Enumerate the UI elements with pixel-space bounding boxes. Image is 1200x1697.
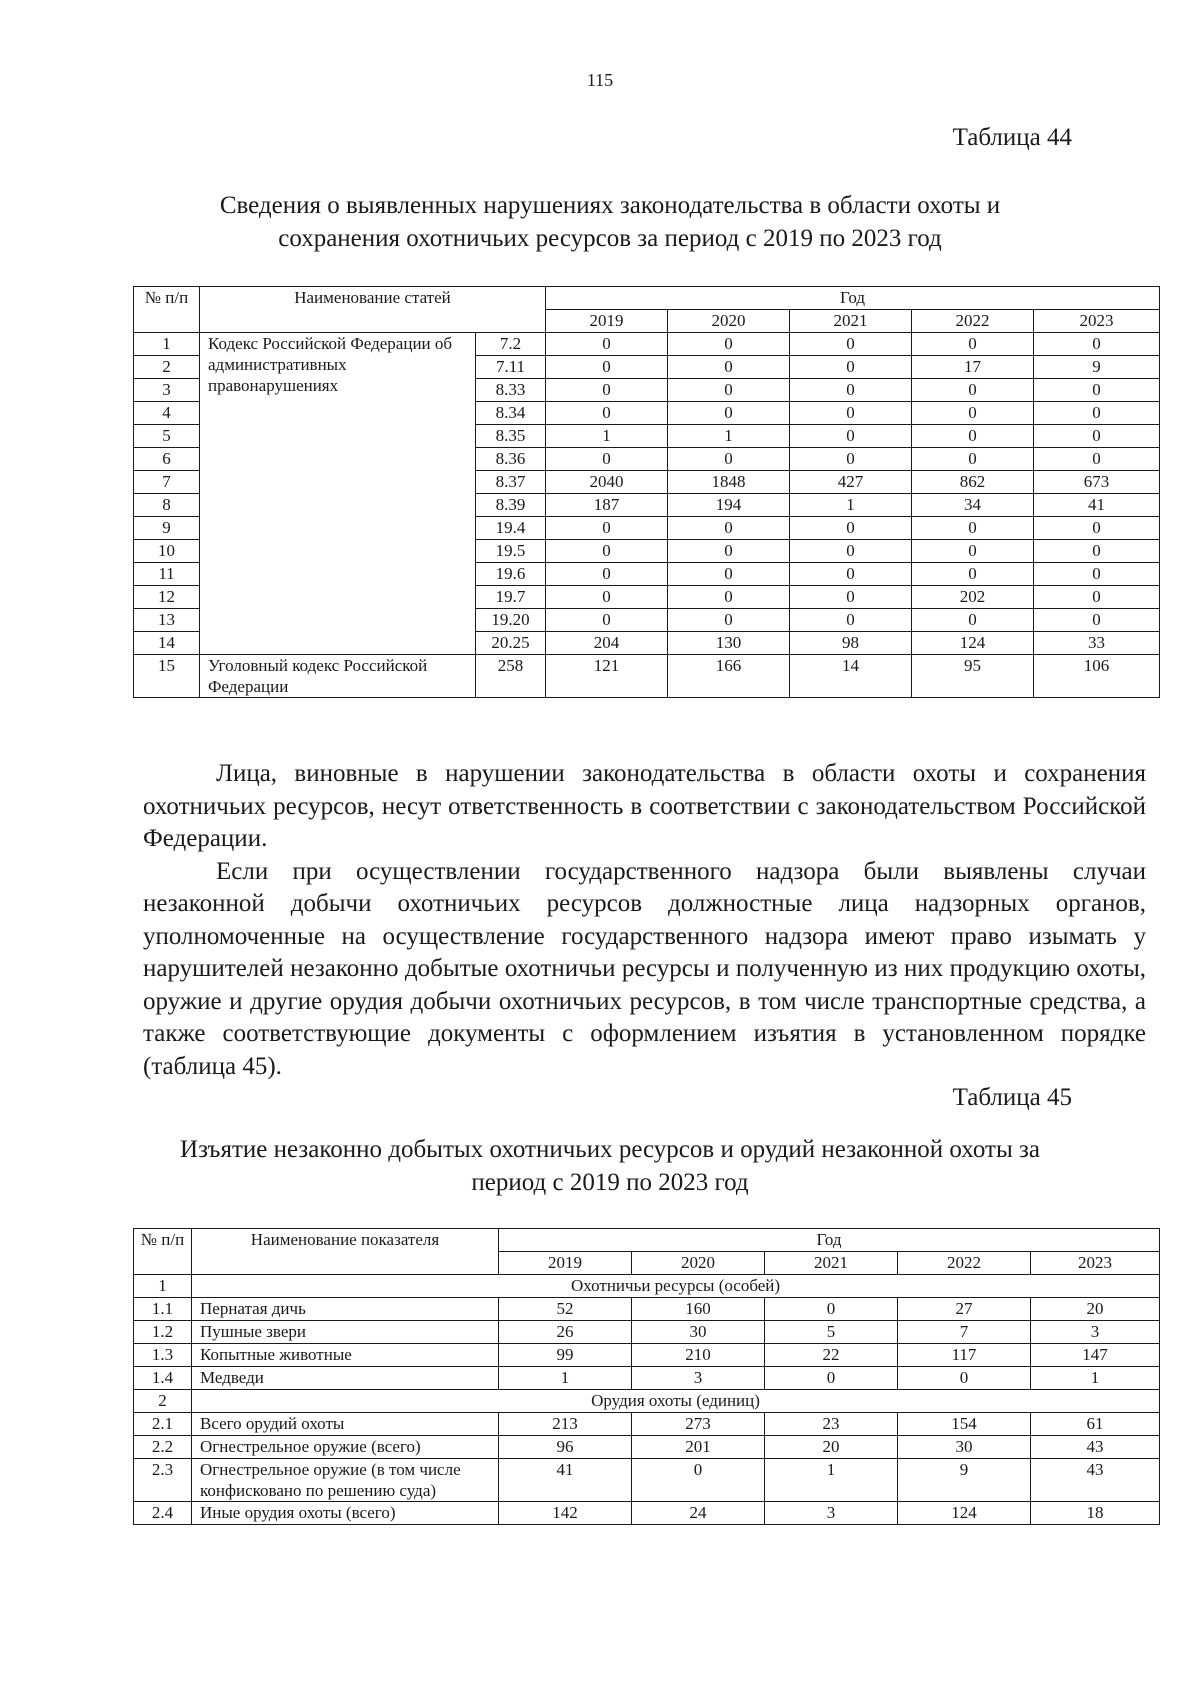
table-45-title-line-1: Изъятие незаконно добытых охотничьих ресурсов и орудий незаконной охоты за bbox=[180, 1136, 1040, 1163]
table-row bbox=[134, 333, 1160, 356]
value-cell: 18 bbox=[1031, 1502, 1160, 1525]
year-header: 2020 bbox=[632, 1252, 765, 1275]
value-cell: 0 bbox=[765, 1367, 898, 1390]
section-title: Охотничьи ресурсы (особей) bbox=[192, 1275, 1160, 1298]
value-cell: 213 bbox=[499, 1413, 632, 1436]
article-number: 8.39 bbox=[476, 494, 546, 517]
violations-table bbox=[133, 286, 1160, 698]
value-cell: 27 bbox=[898, 1298, 1031, 1321]
year-header: 2023 bbox=[1034, 310, 1160, 333]
value-cell: 0 bbox=[632, 1459, 765, 1502]
value-cell: 0 bbox=[912, 448, 1034, 471]
value-cell: 0 bbox=[912, 540, 1034, 563]
value-cell: 210 bbox=[632, 1344, 765, 1367]
value-cell: 0 bbox=[668, 356, 790, 379]
value-cell: 17 bbox=[912, 356, 1034, 379]
value-cell: 0 bbox=[668, 379, 790, 402]
value-cell: 0 bbox=[912, 563, 1034, 586]
value-cell: 130 bbox=[668, 632, 790, 655]
value-cell: 24 bbox=[632, 1502, 765, 1525]
value-cell: 194 bbox=[668, 494, 790, 517]
row-number: 12 bbox=[134, 586, 200, 609]
column-header-indicator: Наименование показателя bbox=[192, 1229, 499, 1275]
article-number: 8.36 bbox=[476, 448, 546, 471]
value-cell: 204 bbox=[546, 632, 668, 655]
value-cell: 0 bbox=[912, 609, 1034, 632]
row-number: 2.4 bbox=[134, 1502, 192, 1525]
section-row bbox=[134, 1390, 1160, 1413]
value-cell: 0 bbox=[790, 425, 912, 448]
article-number: 7.11 bbox=[476, 356, 546, 379]
value-cell: 0 bbox=[790, 379, 912, 402]
row-number: 2 bbox=[134, 1390, 192, 1413]
row-number: 1 bbox=[134, 333, 200, 356]
table-44-title bbox=[140, 189, 1080, 255]
value-cell: 30 bbox=[898, 1436, 1031, 1459]
row-number: 6 bbox=[134, 448, 200, 471]
value-cell: 166 bbox=[668, 655, 790, 698]
indicator-name: Медведи bbox=[192, 1367, 499, 1390]
value-cell: 52 bbox=[499, 1298, 632, 1321]
row-number: 2.2 bbox=[134, 1436, 192, 1459]
row-number: 1.1 bbox=[134, 1298, 192, 1321]
year-header: 2021 bbox=[765, 1252, 898, 1275]
value-cell: 26 bbox=[499, 1321, 632, 1344]
value-cell: 0 bbox=[790, 333, 912, 356]
value-cell: 96 bbox=[499, 1436, 632, 1459]
value-cell: 124 bbox=[898, 1502, 1031, 1525]
page-number: 115 bbox=[586, 70, 614, 90]
value-cell: 9 bbox=[898, 1459, 1031, 1502]
value-cell: 0 bbox=[790, 586, 912, 609]
value-cell: 0 bbox=[765, 1298, 898, 1321]
value-cell: 43 bbox=[1031, 1436, 1160, 1459]
value-cell: 0 bbox=[668, 540, 790, 563]
value-cell: 30 bbox=[632, 1321, 765, 1344]
article-group-name: Уголовный кодекс Российской Федерации bbox=[200, 655, 476, 698]
indicator-name: Иные орудия охоты (всего) bbox=[192, 1502, 499, 1525]
value-cell: 34 bbox=[912, 494, 1034, 517]
value-cell: 95 bbox=[912, 655, 1034, 698]
value-cell: 1 bbox=[765, 1459, 898, 1502]
column-header-year: Год bbox=[499, 1229, 1160, 1252]
row-number: 2.1 bbox=[134, 1413, 192, 1436]
value-cell: 124 bbox=[912, 632, 1034, 655]
value-cell: 0 bbox=[912, 333, 1034, 356]
value-cell: 0 bbox=[1034, 609, 1160, 632]
value-cell: 5 bbox=[765, 1321, 898, 1344]
value-cell: 14 bbox=[790, 655, 912, 698]
value-cell: 0 bbox=[912, 402, 1034, 425]
value-cell: 99 bbox=[499, 1344, 632, 1367]
value-cell: 0 bbox=[912, 379, 1034, 402]
confiscation-table bbox=[133, 1228, 1160, 1525]
column-header-number: № п/п bbox=[134, 287, 200, 333]
article-number: 258 bbox=[476, 655, 546, 698]
value-cell: 33 bbox=[1034, 632, 1160, 655]
value-cell: 0 bbox=[1034, 379, 1160, 402]
value-cell: 0 bbox=[546, 448, 668, 471]
value-cell: 0 bbox=[668, 448, 790, 471]
value-cell: 0 bbox=[1034, 448, 1160, 471]
row-number: 10 bbox=[134, 540, 200, 563]
value-cell: 0 bbox=[790, 402, 912, 425]
value-cell: 201 bbox=[632, 1436, 765, 1459]
value-cell: 0 bbox=[668, 402, 790, 425]
table-row bbox=[134, 1298, 1160, 1321]
paragraph: Лица, виновные в нарушении законодательства в области охоты и сохранения охотничьих ресурсов, несут ответственность в соответствии с законодательством Российской Федерации. bbox=[143, 760, 1146, 852]
row-number: 3 bbox=[134, 379, 200, 402]
value-cell: 1 bbox=[790, 494, 912, 517]
column-header-number: № п/п bbox=[134, 1229, 192, 1275]
value-cell: 1 bbox=[668, 425, 790, 448]
table-45-title bbox=[140, 1133, 1080, 1199]
value-cell: 106 bbox=[1034, 655, 1160, 698]
section-title: Орудия охоты (единиц) bbox=[192, 1390, 1160, 1413]
row-number: 1.2 bbox=[134, 1321, 192, 1344]
row-number: 9 bbox=[134, 517, 200, 540]
table-row bbox=[134, 1321, 1160, 1344]
row-number: 15 bbox=[134, 655, 200, 698]
article-number: 8.35 bbox=[476, 425, 546, 448]
value-cell: 0 bbox=[668, 609, 790, 632]
article-group-name: Кодекс Российской Федерации об административных правонарушениях bbox=[200, 333, 476, 655]
table-header-row bbox=[134, 287, 1160, 310]
table-row bbox=[134, 655, 1160, 698]
value-cell: 23 bbox=[765, 1413, 898, 1436]
value-cell: 0 bbox=[546, 540, 668, 563]
value-cell: 273 bbox=[632, 1413, 765, 1436]
value-cell: 142 bbox=[499, 1502, 632, 1525]
article-number: 19.4 bbox=[476, 517, 546, 540]
value-cell: 427 bbox=[790, 471, 912, 494]
value-cell: 0 bbox=[790, 609, 912, 632]
row-number: 13 bbox=[134, 609, 200, 632]
value-cell: 3 bbox=[1031, 1321, 1160, 1344]
indicator-name: Всего орудий охоты bbox=[192, 1413, 499, 1436]
value-cell: 1 bbox=[1031, 1367, 1160, 1390]
table-45-caption: Таблица 45 bbox=[952, 1084, 1072, 1111]
value-cell: 0 bbox=[546, 563, 668, 586]
indicator-name: Копытные животные bbox=[192, 1344, 499, 1367]
table-45-title-line-2: период с 2019 по 2023 год bbox=[471, 1169, 749, 1196]
table-44-caption: Таблица 44 bbox=[952, 124, 1072, 151]
year-header: 2019 bbox=[499, 1252, 632, 1275]
article-number: 19.7 bbox=[476, 586, 546, 609]
value-cell: 154 bbox=[898, 1413, 1031, 1436]
row-number: 14 bbox=[134, 632, 200, 655]
table-row bbox=[134, 1367, 1160, 1390]
row-number: 4 bbox=[134, 402, 200, 425]
value-cell: 0 bbox=[546, 402, 668, 425]
value-cell: 0 bbox=[790, 517, 912, 540]
value-cell: 0 bbox=[546, 333, 668, 356]
year-header: 2022 bbox=[898, 1252, 1031, 1275]
table-44-title-line-1: Сведения о выявленных нарушениях законодательства в области охоты и bbox=[219, 192, 1001, 219]
value-cell: 0 bbox=[790, 356, 912, 379]
value-cell: 0 bbox=[1034, 402, 1160, 425]
article-number: 8.33 bbox=[476, 379, 546, 402]
value-cell: 0 bbox=[912, 517, 1034, 540]
value-cell: 98 bbox=[790, 632, 912, 655]
value-cell: 7 bbox=[898, 1321, 1031, 1344]
row-number: 1.3 bbox=[134, 1344, 192, 1367]
value-cell: 0 bbox=[790, 563, 912, 586]
value-cell: 0 bbox=[912, 425, 1034, 448]
value-cell: 0 bbox=[668, 586, 790, 609]
value-cell: 121 bbox=[546, 655, 668, 698]
column-header-articles: Наименование статей bbox=[200, 287, 546, 333]
value-cell: 0 bbox=[898, 1367, 1031, 1390]
body-text bbox=[143, 758, 1146, 1083]
table-44-title-line-2: сохранения охотничьих ресурсов за период с 2019 по 2023 год bbox=[278, 225, 942, 252]
row-number: 1 bbox=[134, 1275, 192, 1298]
value-cell: 43 bbox=[1031, 1459, 1160, 1502]
indicator-name: Огнестрельное оружие (в том числе конфисковано по решению суда) bbox=[192, 1459, 499, 1502]
table-header-row bbox=[134, 1229, 1160, 1252]
article-number: 19.6 bbox=[476, 563, 546, 586]
value-cell: 0 bbox=[668, 517, 790, 540]
indicator-name: Огнестрельное оружие (всего) bbox=[192, 1436, 499, 1459]
value-cell: 41 bbox=[499, 1459, 632, 1502]
value-cell: 202 bbox=[912, 586, 1034, 609]
value-cell: 0 bbox=[1034, 586, 1160, 609]
value-cell: 20 bbox=[765, 1436, 898, 1459]
value-cell: 0 bbox=[1034, 563, 1160, 586]
value-cell: 22 bbox=[765, 1344, 898, 1367]
value-cell: 3 bbox=[765, 1502, 898, 1525]
value-cell: 0 bbox=[1034, 517, 1160, 540]
value-cell: 0 bbox=[1034, 540, 1160, 563]
value-cell: 0 bbox=[790, 448, 912, 471]
year-header: 2021 bbox=[790, 310, 912, 333]
row-number: 8 bbox=[134, 494, 200, 517]
table-row bbox=[134, 1436, 1160, 1459]
value-cell: 0 bbox=[1034, 425, 1160, 448]
value-cell: 61 bbox=[1031, 1413, 1160, 1436]
row-number: 2 bbox=[134, 356, 200, 379]
value-cell: 0 bbox=[546, 517, 668, 540]
value-cell: 187 bbox=[546, 494, 668, 517]
row-number: 5 bbox=[134, 425, 200, 448]
value-cell: 9 bbox=[1034, 356, 1160, 379]
table-row bbox=[134, 1459, 1160, 1502]
table-row bbox=[134, 1502, 1160, 1525]
year-header: 2019 bbox=[546, 310, 668, 333]
value-cell: 41 bbox=[1034, 494, 1160, 517]
year-header: 2023 bbox=[1031, 1252, 1160, 1275]
value-cell: 862 bbox=[912, 471, 1034, 494]
paragraph: Если при осуществлении государственного надзора были выявлены случаи незаконной добычи охотничьих ресурсов должностные лица надзорных органов, уполномоченные на осуществление государственного надзора имеют право изымать у нарушителей незаконно добытые охотничьи ресурсы и полученную из них продукцию охоты, оружие и другие орудия добычи охотничьих ресурсов, в том числе транспортные средства, а также соответствующие документы с оформлением изъятия в установленном порядке (таблица 45). bbox=[143, 857, 1146, 1080]
row-number: 11 bbox=[134, 563, 200, 586]
value-cell: 1 bbox=[546, 425, 668, 448]
article-number: 19.20 bbox=[476, 609, 546, 632]
value-cell: 0 bbox=[546, 356, 668, 379]
value-cell: 147 bbox=[1031, 1344, 1160, 1367]
row-number: 7 bbox=[134, 471, 200, 494]
section-row bbox=[134, 1275, 1160, 1298]
article-number: 20.25 bbox=[476, 632, 546, 655]
value-cell: 1 bbox=[499, 1367, 632, 1390]
value-cell: 0 bbox=[790, 540, 912, 563]
value-cell: 0 bbox=[546, 609, 668, 632]
row-number: 2.3 bbox=[134, 1459, 192, 1502]
value-cell: 0 bbox=[546, 586, 668, 609]
value-cell: 0 bbox=[668, 333, 790, 356]
value-cell: 0 bbox=[668, 563, 790, 586]
article-number: 8.34 bbox=[476, 402, 546, 425]
article-number: 19.5 bbox=[476, 540, 546, 563]
indicator-name: Пушные звери bbox=[192, 1321, 499, 1344]
column-header-year: Год bbox=[546, 287, 1160, 310]
value-cell: 3 bbox=[632, 1367, 765, 1390]
year-header: 2022 bbox=[912, 310, 1034, 333]
value-cell: 20 bbox=[1031, 1298, 1160, 1321]
row-number: 1.4 bbox=[134, 1367, 192, 1390]
value-cell: 117 bbox=[898, 1344, 1031, 1367]
value-cell: 2040 bbox=[546, 471, 668, 494]
table-row bbox=[134, 1413, 1160, 1436]
value-cell: 0 bbox=[546, 379, 668, 402]
value-cell: 160 bbox=[632, 1298, 765, 1321]
value-cell: 0 bbox=[1034, 333, 1160, 356]
value-cell: 1848 bbox=[668, 471, 790, 494]
indicator-name: Пернатая дичь bbox=[192, 1298, 499, 1321]
value-cell: 673 bbox=[1034, 471, 1160, 494]
article-number: 8.37 bbox=[476, 471, 546, 494]
year-header: 2020 bbox=[668, 310, 790, 333]
table-row bbox=[134, 1344, 1160, 1367]
article-number: 7.2 bbox=[476, 333, 546, 356]
